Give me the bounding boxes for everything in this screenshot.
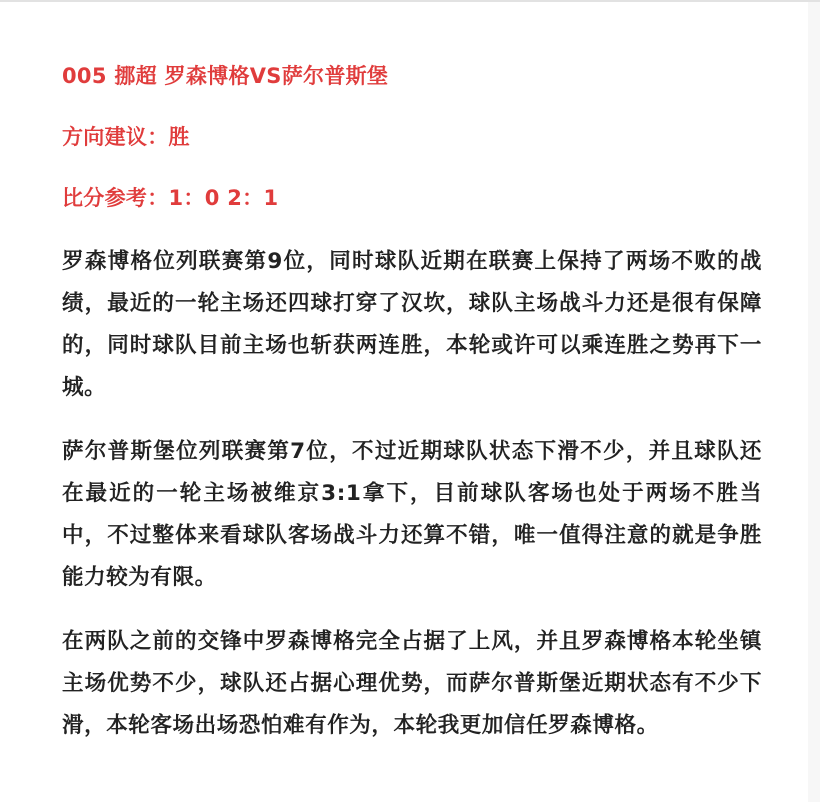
score-reference: 比分参考：1：0 2：1 [62, 186, 279, 210]
article-body [62, 58, 762, 769]
match-title: 005 挪超 罗森博格VS萨尔普斯堡 [62, 64, 389, 88]
direction-suggestion: 方向建议：胜 [62, 125, 190, 149]
paragraph-conclusion: 在两队之前的交锋中罗森博格完全占据了上风，并且罗森博格本轮坐镇主场优势不少，球队还占据心理优势，而萨尔普斯堡近期状态有不少下滑，本轮客场出场恐怕难有作为，本轮我更加信任罗森博格。 [62, 629, 762, 738]
paragraph-home-team: 罗森博格位列联赛第9位，同时球队近期在联赛上保持了两场不败的战绩，最近的一轮主场还四球打穿了汉坎，球队主场战斗力还是很有保障的，同时球队目前主场也斩获两连胜，本轮或许可以乘连胜之势再下一城。 [62, 249, 762, 400]
paragraph-away-team: 萨尔普斯堡位列联赛第7位，不过近期球队状态下滑不少，并且球队还在最近的一轮主场被维京3:1拿下，目前球队客场也处于两场不胜当中，不过整体来看球队客场战斗力还算不错，唯一值得注意的就是争胜能力较为有限。 [62, 439, 762, 590]
page-edge-strip [808, 2, 820, 802]
top-divider [0, 0, 820, 2]
